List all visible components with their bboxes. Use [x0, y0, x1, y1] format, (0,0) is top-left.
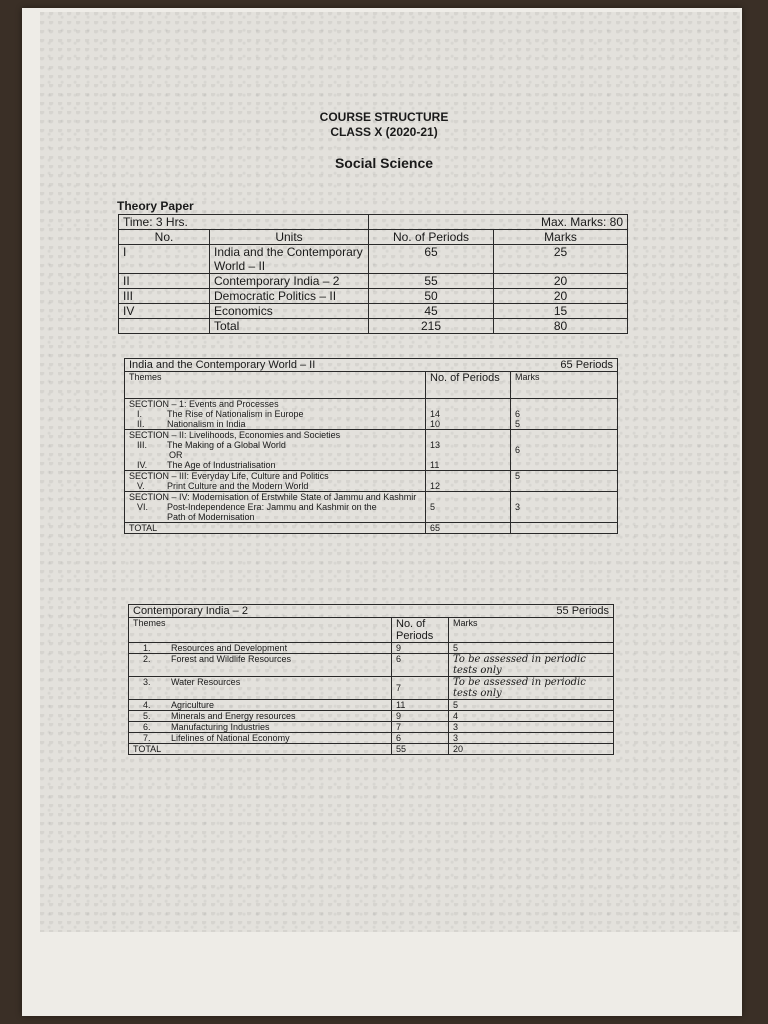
theme-name: The Age of Industrialisation: [167, 460, 276, 470]
unit-marks: 20: [494, 274, 628, 289]
unit-periods: 65: [369, 245, 494, 274]
header-units: Units: [210, 230, 369, 245]
unit-no: [119, 319, 210, 334]
theme-periods: 11: [392, 700, 449, 711]
header-periods: No. of Periods: [426, 372, 511, 399]
header-no: No.: [119, 230, 210, 245]
table-title: Contemporary India – 2: [129, 605, 449, 618]
theme-periods: 13: [430, 440, 441, 450]
theme-marks: 5: [449, 643, 614, 654]
theme-marks: 5: [449, 700, 614, 711]
theme-name: The Rise of Nationalism in Europe: [167, 409, 304, 419]
table-periods-total: 55 Periods: [449, 605, 614, 618]
theme-marks: 6: [515, 409, 521, 419]
table-row: [125, 430, 618, 471]
table-row: [125, 523, 618, 534]
theme-periods: 5: [426, 492, 511, 523]
section-title: SECTION – III: Everyday Life, Culture and Politics: [129, 471, 329, 481]
theme-marks: 5: [515, 419, 521, 429]
theme-number: I.: [137, 409, 143, 419]
section-title: SECTION – IV: Modernisation of Erstwhile State of Jammu and Kashmir: [129, 492, 417, 502]
total-label: TOTAL: [125, 523, 426, 534]
table-row: [129, 654, 614, 677]
theme-name: Agriculture: [171, 700, 215, 710]
table-row: [129, 744, 614, 755]
table-title: India and the Contemporary World – II: [125, 359, 511, 372]
theory-paper-label: Theory Paper: [117, 199, 194, 213]
table-row: [125, 492, 618, 523]
theme-name: Lifelines of National Economy: [171, 733, 290, 743]
theme-periods: 9: [392, 711, 449, 722]
or-label: OR: [169, 450, 183, 460]
table-header-row: [125, 372, 618, 399]
table-periods-total: 65 Periods: [511, 359, 618, 372]
theme-number: IV.: [137, 460, 148, 470]
total-marks: [511, 523, 618, 534]
header-marks: Marks: [494, 230, 628, 245]
unit-marks: 15: [494, 304, 628, 319]
table-caption-row: [125, 359, 618, 372]
theme-number: 4.: [143, 700, 151, 710]
table-row: [129, 643, 614, 654]
table-row: [125, 399, 618, 430]
total-marks: 20: [449, 744, 614, 755]
theme-number: 5.: [143, 711, 151, 721]
table-row: [119, 274, 628, 289]
theme-periods: 11: [430, 460, 440, 470]
theme-marks: 3: [449, 722, 614, 733]
total-label: Total: [210, 319, 369, 334]
theme-number: 3.: [143, 677, 151, 687]
max-marks-cell: Max. Marks: 80: [369, 215, 628, 230]
theme-number: 2.: [143, 654, 151, 664]
course-structure-heading: COURSE STRUCTURE: [319, 110, 449, 124]
unit-no: IV: [119, 304, 210, 319]
table-row: [119, 289, 628, 304]
theme-periods: 9: [392, 643, 449, 654]
section-title: SECTION – II: Livelihoods, Economies and Societies: [129, 430, 341, 440]
unit-no: I: [119, 245, 210, 274]
theory-units-table: [118, 214, 628, 334]
theme-marks: 3: [449, 733, 614, 744]
unit-periods: 45: [369, 304, 494, 319]
periods-cell: [426, 430, 511, 471]
section-cell: [125, 471, 426, 492]
theme-marks: 4: [449, 711, 614, 722]
table-row: [119, 319, 628, 334]
geography-themes-table: [128, 604, 614, 755]
table-row: [129, 722, 614, 733]
table-row: [119, 304, 628, 319]
history-themes-table: [124, 358, 618, 534]
unit-periods: 55: [369, 274, 494, 289]
theme-name: Manufacturing Industries: [171, 722, 270, 732]
section-cell: [125, 399, 426, 430]
section-title: SECTION – 1: Events and Processes: [129, 399, 279, 409]
theme-name: Water Resources: [171, 677, 241, 687]
unit-name: Economics: [210, 304, 369, 319]
total-marks: 80: [494, 319, 628, 334]
theme-name: Print Culture and the Modern World: [167, 481, 309, 491]
theme-number: VI.: [137, 502, 149, 512]
table-row: [129, 677, 614, 700]
theme-number: 6.: [143, 722, 151, 732]
header-periods: No. of Periods: [392, 618, 449, 643]
header-marks: Marks: [511, 372, 618, 399]
theme-number: V.: [137, 481, 145, 491]
table-row: [119, 245, 628, 274]
theme-marks: To be assessed in periodic tests only: [449, 654, 614, 677]
time-cell: Time: 3 Hrs.: [119, 215, 369, 230]
unit-name: Democratic Politics – II: [210, 289, 369, 304]
unit-name: Contemporary India – 2: [210, 274, 369, 289]
section-cell: [125, 492, 426, 523]
total-periods: 65: [426, 523, 511, 534]
theme-name: Minerals and Energy resources: [171, 711, 296, 721]
subject-heading: Social Science: [334, 155, 434, 171]
total-periods: 55: [392, 744, 449, 755]
theme-periods: 14: [430, 409, 441, 419]
table-row: [125, 471, 618, 492]
unit-no: II: [119, 274, 210, 289]
theme-periods: 7: [392, 677, 449, 700]
theme-name: The Making of a Global World: [167, 440, 286, 450]
theme-marks: 6: [511, 430, 618, 471]
theme-number: III.: [137, 440, 148, 450]
theme-name: Resources and Development: [171, 643, 288, 653]
total-label: TOTAL: [129, 744, 392, 755]
theme-number: 7.: [143, 733, 151, 743]
table-row: [129, 711, 614, 722]
theme-name: Nationalism in India: [167, 419, 246, 429]
table-row: [129, 733, 614, 744]
header-themes: Themes: [125, 372, 426, 399]
unit-periods: 50: [369, 289, 494, 304]
theme-periods: 6: [392, 733, 449, 744]
table-header-row: [119, 230, 628, 245]
header-periods: No. of Periods: [369, 230, 494, 245]
theme-periods: 12: [426, 471, 511, 492]
theme-periods: 10: [430, 419, 441, 429]
theme-marks: 5: [511, 471, 618, 492]
periods-cell: [426, 399, 511, 430]
table-header-row: [129, 618, 614, 643]
class-heading: CLASS X (2020-21): [330, 125, 438, 139]
table-row: [119, 215, 628, 230]
table-row: [129, 700, 614, 711]
section-cell: [125, 430, 426, 471]
theme-name: Forest and Wildlife Resources: [171, 654, 292, 664]
header-themes: Themes: [129, 618, 392, 643]
total-periods: 215: [369, 319, 494, 334]
theme-number: II.: [137, 419, 145, 429]
theme-number: 1.: [143, 643, 151, 653]
theme-periods: 6: [392, 654, 449, 677]
unit-no: III: [119, 289, 210, 304]
theme-periods: 7: [392, 722, 449, 733]
unit-name: India and the Contemporary World – II: [210, 245, 369, 274]
marks-cell: [511, 399, 618, 430]
theme-name: Post-Independence Era: Jammu and Kashmir on the Path of Modernisation: [167, 502, 377, 522]
unit-marks: 20: [494, 289, 628, 304]
unit-marks: 25: [494, 245, 628, 274]
header-marks: Marks: [449, 618, 614, 643]
table-caption-row: [129, 605, 614, 618]
theme-marks: 3: [511, 492, 618, 523]
theme-marks: To be assessed in periodic tests only: [449, 677, 614, 700]
